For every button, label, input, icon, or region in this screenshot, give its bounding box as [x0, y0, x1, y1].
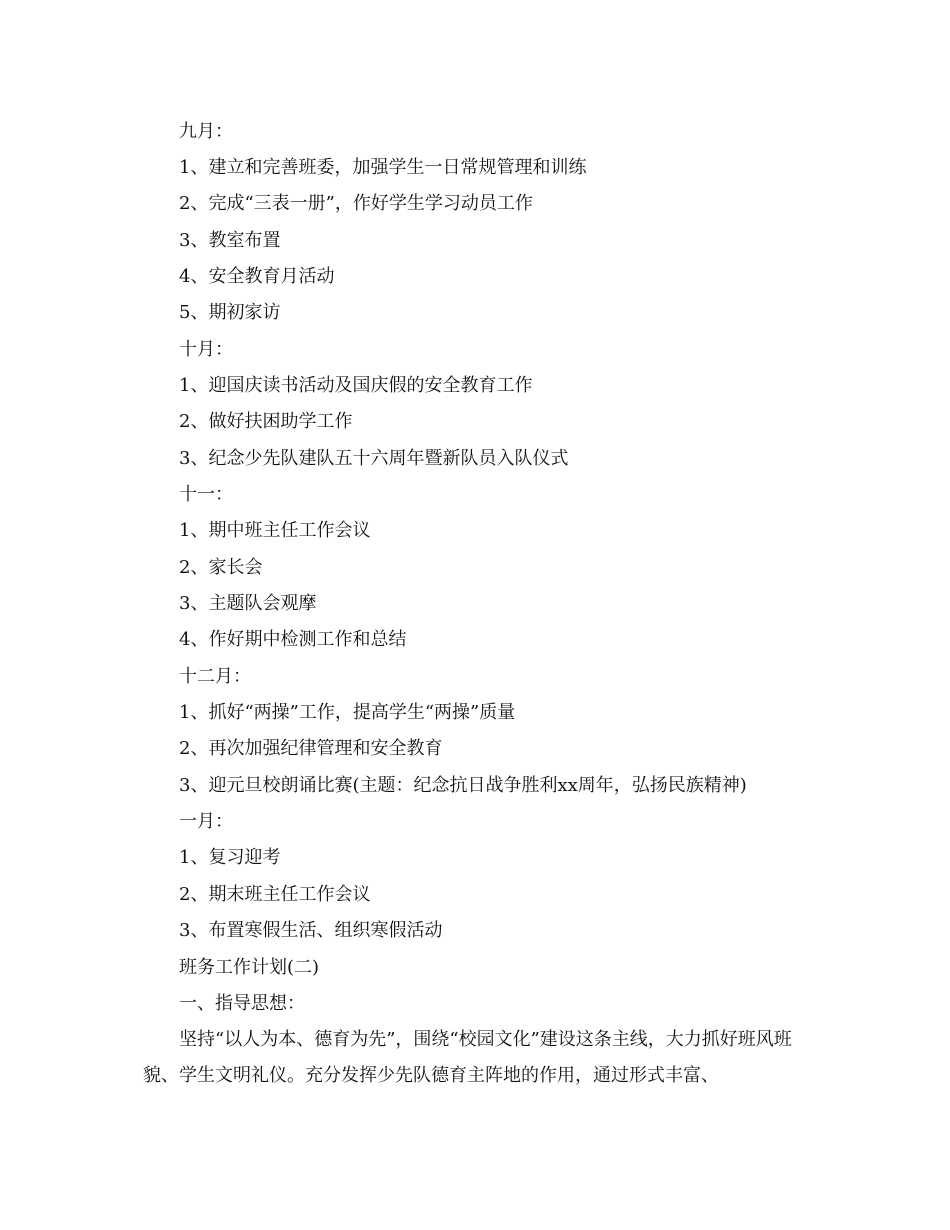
- month-heading-january: 一月：: [179, 811, 233, 832]
- month-heading-october: 十月：: [179, 339, 233, 360]
- list-item: 2、做好扶困助学工作: [179, 411, 353, 432]
- list-item: 4、作好期中检测工作和总结: [179, 629, 407, 650]
- list-item: 1、建立和完善班委，加强学生一日常规管理和训练: [179, 157, 587, 178]
- list-item: 2、期末班主任工作会议: [179, 884, 371, 905]
- list-item: 3、布置寒假生活、组织寒假活动: [179, 920, 443, 941]
- list-item: 1、复习迎考: [179, 847, 281, 868]
- list-item: 1、期中班主任工作会议: [179, 520, 371, 541]
- body-paragraph: 坚持“以人为本、德育为先”，围绕“校园文化”建设这条主线，大力抓好班风班貌、学生文明礼仪。充分发挥少先队德育主阵地的作用，通过形式丰富、: [143, 1029, 792, 1086]
- list-item: 5、期初家访: [179, 302, 281, 323]
- list-item: 1、抓好“两操”工作，提高学生“两操”质量: [179, 702, 516, 723]
- list-item: 2、家长会: [179, 557, 263, 578]
- list-item: 3、教室布置: [179, 230, 281, 251]
- list-item: 3、纪念少先队建队五十六周年暨新队员入队仪式: [179, 448, 569, 469]
- section-title: 班务工作计划(二): [179, 957, 320, 978]
- month-heading-september: 九月：: [179, 121, 233, 142]
- list-item: 4、安全教育月活动: [179, 266, 335, 287]
- month-heading-november: 十一：: [179, 484, 233, 505]
- section-heading: 一、指导思想：: [179, 993, 305, 1014]
- list-item: 2、再次加强纪律管理和安全教育: [179, 738, 443, 759]
- list-item: 1、迎国庆读书活动及国庆假的安全教育工作: [179, 375, 533, 396]
- list-item: 3、主题队会观摩: [179, 593, 317, 614]
- list-item: 3、迎元旦校朗诵比赛(主题：纪念抗日战争胜利xx周年，弘扬民族精神): [179, 775, 747, 796]
- list-item: 2、完成“三表一册”，作好学生学习动员工作: [179, 193, 533, 214]
- month-heading-december: 十二月：: [179, 666, 251, 687]
